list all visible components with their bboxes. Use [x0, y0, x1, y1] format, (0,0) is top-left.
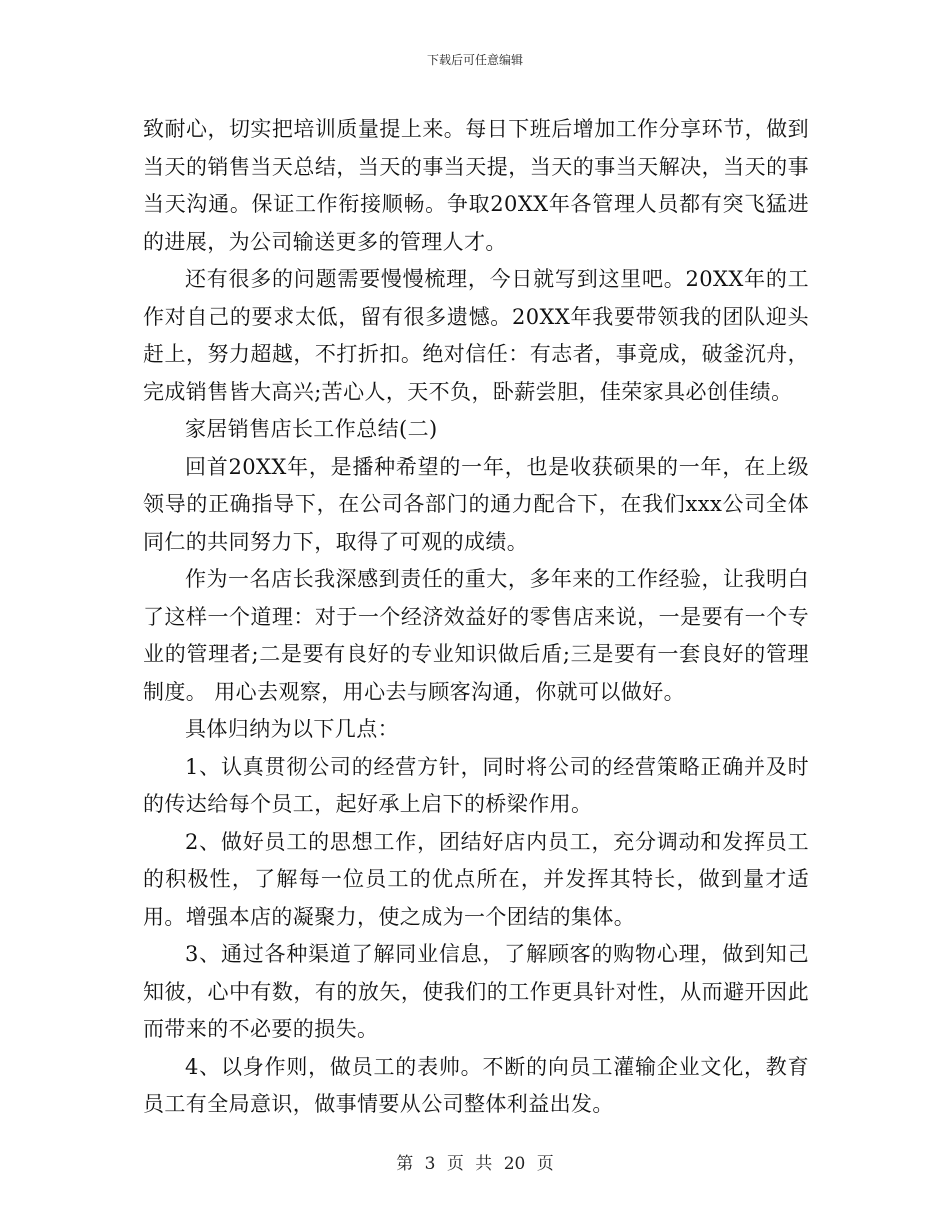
- list-item-3: 3、通过各种渠道了解同业信息，了解顾客的购物心理，做到知己知彼，心中有数，有的放矢，使我们的工作更具针对性，从而避开因此而带来的不必要的损失。: [143, 942, 809, 1041]
- paragraph-3: 回首20XX年，是播种希望的一年，也是收获硕果的一年，在上级领导的正确指导下，在公司各部门的通力配合下，在我们xxx公司全体同仁的共同努力下，取得了可观的成绩。: [143, 454, 809, 554]
- section-heading: 家居销售店长工作总结(二): [185, 417, 438, 441]
- paragraph-2: 还有很多的问题需要慢慢梳理，今日就写到这里吧。20XX年的工作对自己的要求太低，留有很多遗憾。20XX年我要带领我的团队迎头赶上，努力超越，不打折扣。绝对信任：有志者，事竟成，破釜沉舟，完成销售皆大高兴;苦心人，天不负，卧薪尝胆，佳荣家具必创佳绩。: [143, 267, 809, 404]
- list-item-1: 1、认真贯彻公司的经营方针，同时将公司的经营策略正确并及时的传达给每个员工，起好承上启下的桥梁作用。: [143, 754, 809, 816]
- document-body: [143, 111, 809, 1124]
- page-number: 第 3 页 共 20 页: [396, 1154, 554, 1174]
- paragraph-5: 具体归纳为以下几点：: [185, 717, 399, 741]
- page-header-note: 下载后可任意编辑: [426, 53, 523, 67]
- paragraph-4: 作为一名店长我深感到责任的重大，多年来的工作经验，让我明白了这样一个道理：对于一个经济效益好的零售店来说，一是要有一个专业的管理者;二是要有良好的专业知识做后盾;三是要有一套良好的管理制度。 用心去观察，用心去与顾客沟通，你就可以做好。: [143, 567, 809, 704]
- list-item-4: 4、以身作则，做员工的表帅。不断的向员工灌输企业文化，教育员工有全局意识，做事情要从公司整体利益出发。: [143, 1054, 809, 1116]
- list-item-2: 2、做好员工的思想工作，团结好店内员工，充分调动和发挥员工的积极性，了解每一位员工的优点所在，并发挥其特长，做到量才适用。增强本店的凝聚力，使之成为一个团结的集体。: [143, 829, 809, 929]
- paragraph-1: 致耐心，切实把培训质量提上来。每日下班后增加工作分享环节，做到当天的销售当天总结，当天的事当天提，当天的事当天解决，当天的事当天沟通。保证工作衔接顺畅。争取20XX年各管理人员都有突飞猛进的进展，为公司输送更多的管理人才。: [143, 117, 809, 254]
